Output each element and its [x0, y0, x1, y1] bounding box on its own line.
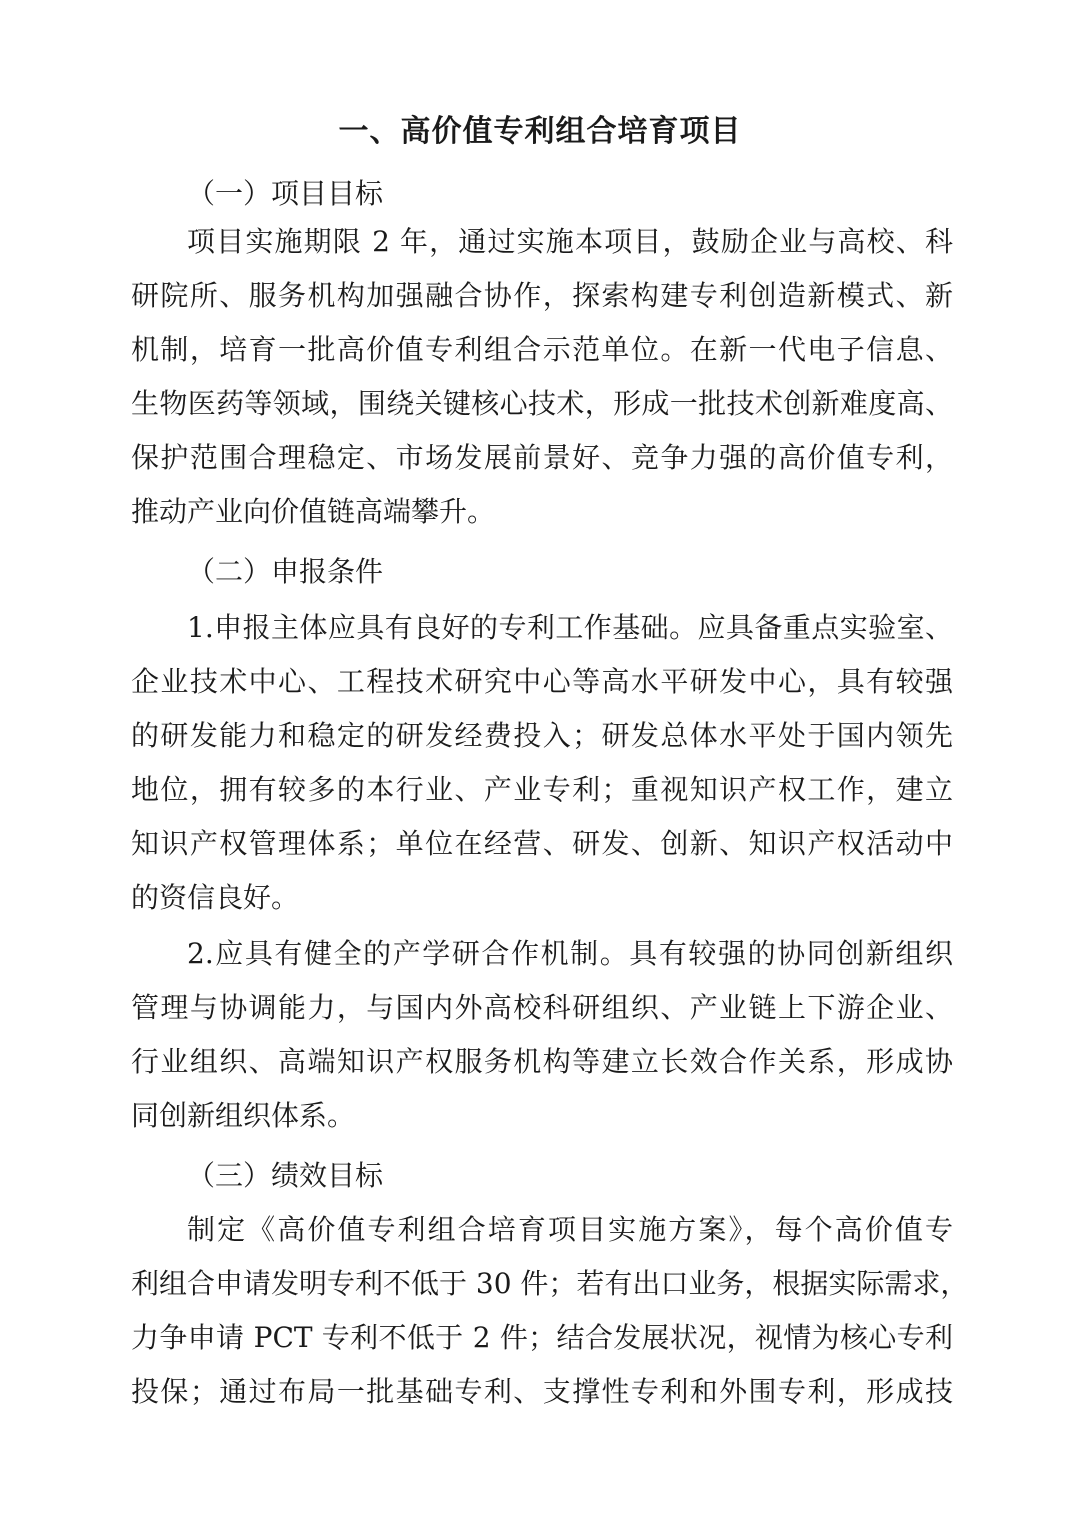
paragraph-line: 生物医药等领域，围绕关键核心技术，形成一批技术创新难度高、: [131, 387, 953, 420]
paragraph-line: 制定《高价值专利组合培育项目实施方案》，每个高价值专: [187, 1213, 953, 1246]
section-heading-conditions: （二）申报条件: [187, 555, 384, 588]
paragraph-line: 推动产业向价值链高端攀升。: [131, 495, 496, 528]
paragraph-line: 利组合申请发明专利不低于 30 件；若有出口业务，根据实际需求，: [131, 1267, 969, 1300]
paragraph-line: 1.申报主体应具有良好的专利工作基础。应具备重点实验室、: [187, 611, 953, 644]
paragraph-line: 企业技术中心、工程技术研究中心等高水平研发中心，具有较强: [131, 665, 953, 698]
paragraph-line: 的资信良好。: [131, 881, 300, 914]
paragraph-line: 投保；通过布局一批基础专利、支撑性专利和外围专利，形成技: [131, 1375, 953, 1408]
paragraph-line: 机制，培育一批高价值专利组合示范单位。在新一代电子信息、: [131, 333, 953, 366]
paragraph-line: 行业组织、高端知识产权服务机构等建立长效合作关系，形成协: [131, 1045, 953, 1078]
paragraph-line: 项目实施期限 2 年，通过实施本项目，鼓励企业与高校、科: [187, 225, 953, 258]
section-heading-goals: （一）项目目标: [187, 177, 384, 210]
paragraph-line: 同创新组织体系。: [131, 1099, 356, 1132]
paragraph-line: 的研发能力和稳定的研发经费投入；研发总体水平处于国内领先: [131, 719, 953, 752]
paragraph-line: 知识产权管理体系；单位在经营、研发、创新、知识产权活动中: [131, 827, 953, 860]
paragraph-line: 2.应具有健全的产学研合作机制。具有较强的协同创新组织: [187, 937, 953, 970]
paragraph-line: 保护范围合理稳定、市场发展前景好、竞争力强的高价值专利，: [131, 441, 953, 474]
paragraph-line: 研院所、服务机构加强融合协作，探索构建专利创造新模式、新: [131, 279, 953, 312]
document-title: 一、高价值专利组合培育项目: [338, 114, 742, 149]
section-heading-performance: （三）绩效目标: [187, 1159, 384, 1192]
paragraph-line: 地位，拥有较多的本行业、产业专利；重视知识产权工作，建立: [131, 773, 953, 806]
paragraph-line: 力争申请 PCT 专利不低于 2 件；结合发展状况，视情为核心专利: [131, 1321, 953, 1354]
paragraph-line: 管理与协调能力，与国内外高校科研组织、产业链上下游企业、: [131, 991, 953, 1024]
